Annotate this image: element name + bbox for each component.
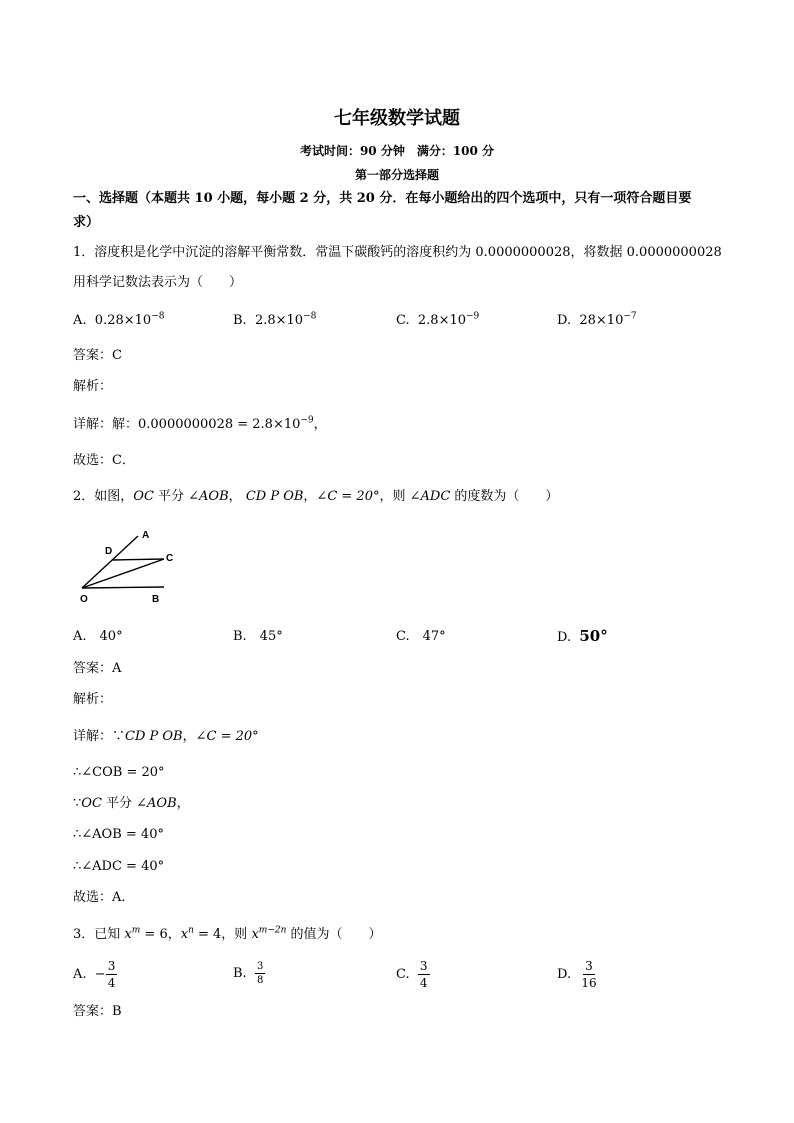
q3-option-b (233, 960, 265, 987)
option-value: 0.28×10 (94, 313, 152, 328)
stem-text: 的值为（ ） (286, 927, 382, 942)
section-heading-line1: 一、选择题（本题共 10 小题，每小题 2 分，共 20 分．在每小题给出的四个选项中，只有一项符合题目要 (73, 191, 692, 206)
q1-option-d (557, 312, 637, 330)
fraction-numerator: 3 (585, 959, 593, 973)
detail-text: 详解：解：0.0000000028 = 2.8×10 (73, 417, 301, 432)
stem-text: ， (228, 489, 242, 504)
q1-option-a (73, 312, 164, 330)
q1-choose: 故选：C． (73, 453, 135, 468)
ray-OA (82, 536, 138, 588)
stem-math: ∠C = 20° (316, 489, 380, 504)
option-fraction (106, 958, 118, 991)
page-title: 七年级数学试题 (334, 108, 460, 129)
option-exponent: −8 (151, 311, 165, 322)
fraction-denominator: 4 (419, 976, 428, 990)
option-exponent: −7 (623, 311, 637, 322)
q3-option-d (557, 958, 599, 991)
option-label: A. (73, 967, 87, 982)
q1-answer: 答案：C (73, 348, 122, 363)
detail-punct: ， (313, 417, 327, 432)
stem-math: ∠ADC (409, 489, 451, 504)
part-heading: 第一部分选择题 (354, 168, 439, 182)
option-value: 2.8×10 (417, 313, 466, 328)
q2-detail-2: ∴∠COB = 20° (73, 765, 165, 780)
q1-option-c (396, 312, 479, 330)
ray-OC (82, 559, 164, 588)
label-B: B (152, 594, 160, 605)
fraction-numerator: 3 (107, 959, 116, 973)
option-label: B. (233, 966, 247, 981)
q1-stem-line1: 1．溶度积是化学中沉淀的溶解平衡常数．常温下碳酸钙的溶度积约为 0.0000000028，将数据 0.0000000028 (73, 245, 722, 260)
q2-detail-3 (73, 795, 190, 813)
option-exponent: −8 (303, 311, 317, 322)
stem-text: 的度数为（ ） (450, 489, 559, 504)
option-label: B. (233, 313, 247, 328)
stem-exponent: m (131, 925, 141, 936)
q2-option-a: A. 40° (73, 629, 123, 644)
detail-text: ， (176, 796, 190, 811)
label-C: C (166, 553, 174, 564)
q2-figure (72, 526, 192, 608)
stem-math: x (124, 927, 132, 942)
q2-analysis: 解析： (73, 692, 113, 707)
q1-analysis: 解析： (73, 379, 113, 394)
option-fraction (418, 958, 430, 991)
stem-math: ∠AOB (188, 489, 229, 504)
fraction-denominator: 16 (581, 976, 597, 990)
option-label: D. (557, 630, 572, 645)
detail-text: 详解：∵ (73, 729, 126, 744)
stem-math: x (180, 927, 189, 942)
q2-choose: 故选：A． (73, 890, 135, 905)
q2-detail-1 (73, 728, 259, 746)
stem-text: ，则 (379, 489, 410, 504)
stem-exponent: n (188, 925, 194, 936)
detail-exponent: −9 (300, 415, 314, 426)
detail-math: ∠AOB (136, 796, 177, 811)
label-D: D (105, 546, 113, 557)
detail-math: ∠C = 20° (195, 729, 259, 744)
fraction-numerator: 3 (256, 961, 264, 972)
stem-math: OC (133, 489, 154, 504)
stem-text: = 6， (140, 927, 181, 942)
ray-OB (82, 587, 164, 588)
option-label: D. (557, 967, 572, 982)
label-A: A (142, 530, 150, 541)
q2-answer: 答案：A (73, 661, 122, 676)
q2-option-b: B. 45° (233, 629, 283, 644)
detail-text: 平分 (101, 796, 137, 811)
q3-option-c (396, 958, 430, 991)
fraction-denominator: 4 (107, 976, 116, 990)
stem-text: 2．如图， (73, 489, 134, 504)
q3-answer: 答案：B (73, 1004, 122, 1019)
stem-math: x (251, 927, 259, 942)
detail-text: ， (182, 729, 196, 744)
stem-math: CD P OB (245, 489, 304, 504)
stem-text: ， (303, 489, 317, 504)
detail-math: CD P OB (125, 729, 183, 744)
q1-option-b (233, 312, 316, 330)
option-value: 28×10 (579, 313, 624, 328)
option-label: A. (73, 313, 87, 328)
exam-meta: 考试时间：90 分钟 满分：100 分 (299, 144, 495, 158)
q3-option-a (73, 958, 117, 991)
option-value: 50° (579, 627, 608, 645)
option-exponent: −9 (466, 311, 480, 322)
section-heading-line2: 求） (73, 215, 100, 230)
q2-option-d (557, 627, 608, 647)
option-label: C. (396, 313, 410, 328)
option-fraction (255, 960, 265, 987)
detail-math: OC (81, 796, 102, 811)
option-value: 2.8×10 (254, 313, 304, 328)
q3-stem (73, 926, 382, 944)
option-fraction (579, 958, 598, 991)
q2-detail-4: ∴∠AOB = 40° (73, 827, 164, 842)
q1-stem-line2: 用科学记数法表示为（ ） (73, 275, 243, 290)
fraction-denominator: 8 (256, 975, 264, 986)
stem-text: 3．已知 (73, 927, 125, 942)
fraction-numerator: 3 (419, 959, 428, 973)
detail-text: ∵ (73, 796, 82, 811)
stem-text: = 4，则 (193, 927, 252, 942)
stem-exponent: m−2n (258, 925, 287, 936)
q1-detail (73, 416, 327, 434)
segment-DC (112, 559, 164, 560)
label-O: O (80, 594, 88, 605)
q2-option-c: C. 47° (396, 629, 446, 644)
option-sign: − (94, 967, 106, 982)
q2-stem (73, 488, 558, 506)
option-label: C. (396, 967, 410, 982)
stem-text: 平分 (153, 489, 189, 504)
q2-detail-5: ∴∠ADC = 40° (73, 859, 165, 874)
option-label: D. (557, 313, 572, 328)
